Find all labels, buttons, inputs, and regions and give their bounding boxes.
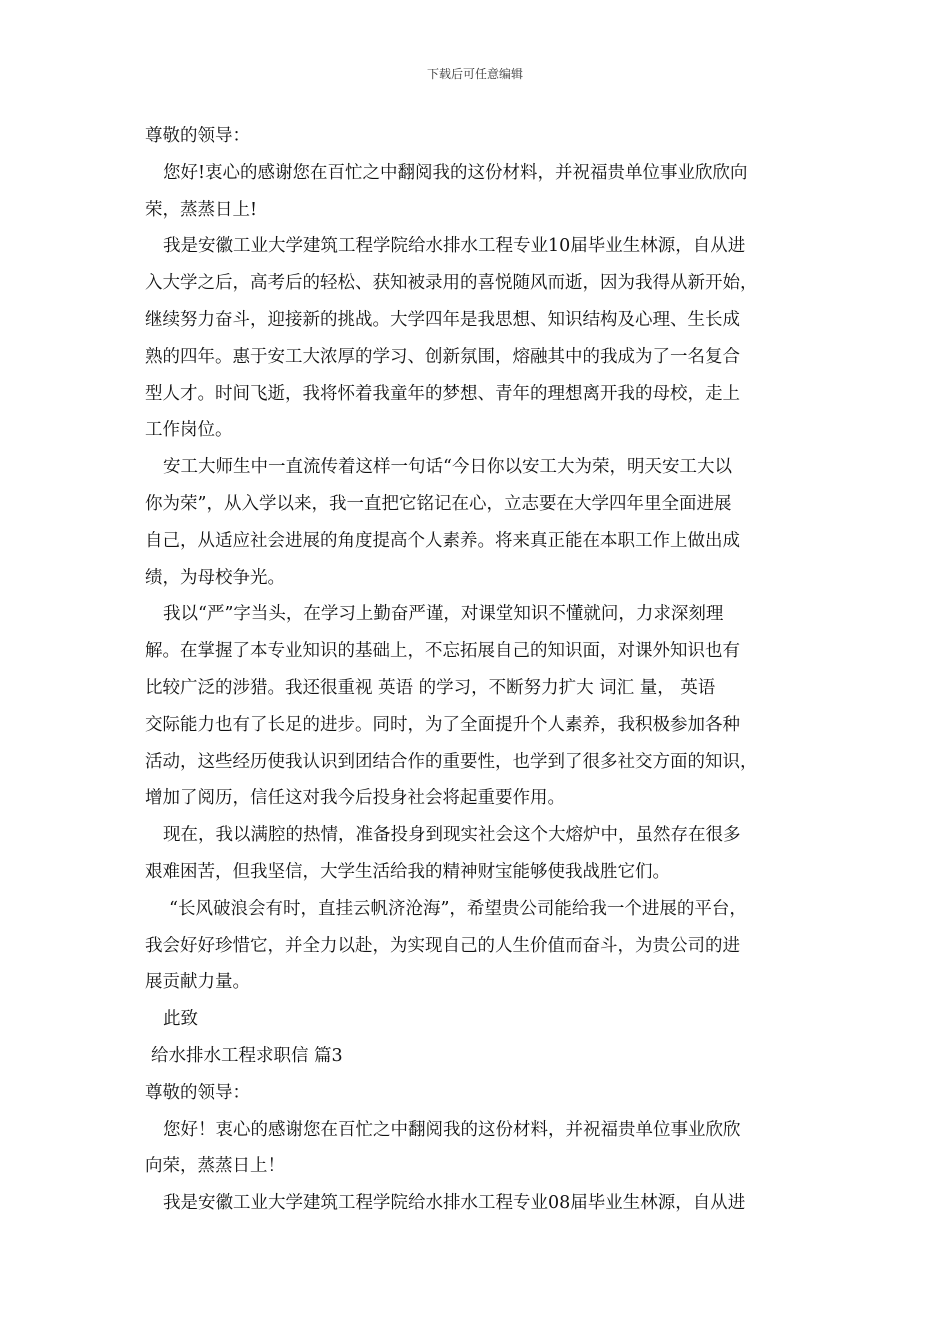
paragraph-line: 继续努力奋斗，迎接新的挑战。大学四年是我思想、知识结构及心理、生长成 (145, 309, 740, 330)
paragraph-line: 活动，这些经历使我认识到团结合作的重要性，也学到了很多社交方面的知识， (145, 751, 758, 772)
letter-body (145, 118, 820, 1222)
paragraph-line: 我以“严”字当头，在学习上勤奋严谨，对课堂知识不懂就问，力求深刻理 (163, 604, 724, 625)
paragraph-line: 荣，蒸蒸日上! (145, 199, 258, 220)
paragraph-line: 工作岗位。 (145, 420, 233, 441)
paragraph-line: 绩，为母校争光。 (145, 567, 285, 588)
paragraph-line: “长风破浪会有时，直挂云帆济沧海”，希望贵公司能给我一个进展的平台， (169, 898, 747, 919)
paragraph-line: 现在，我以满腔的热情，准备投身到现实社会这个大熔炉中，虽然存在很多 (163, 825, 741, 846)
paragraph-line: 向荣，蒸蒸日上！ (145, 1156, 285, 1177)
paragraph-line: 我会好好珍惜它，并全力以赴，为实现自己的人生价值而奋斗，为贵公司的进 (145, 935, 740, 956)
closing-line: 此致 (163, 1009, 198, 1030)
paragraph-line: 自己，从适应社会进展的角度提高个人素养。将来真正能在本职工作上做出成 (145, 530, 740, 551)
paragraph-line: 熟的四年。惠于安工大浓厚的学习、创新氛围，熔融其中的我成为了一名复合 (145, 346, 740, 367)
paragraph-line: 我是安徽工业大学建筑工程学院给水排水工程专业10届毕业生林源，自从进 (163, 236, 746, 257)
paragraph-line: 型人才。时间飞逝，我将怀着我童年的梦想、青年的理想离开我的母校，走上 (145, 383, 740, 404)
paragraph-line: 比较广泛的涉猎。我还很重视 英语 的学习，不断努力扩大 词汇 量， 英语 (145, 677, 716, 698)
paragraph-line: 您好！衷心的感谢您在百忙之中翻阅我的这份材料，并祝福贵单位事业欣欣 (163, 1119, 741, 1140)
paragraph-line: 入大学之后，高考后的轻松、获知被录用的喜悦随风而逝，因为我得从新开始， (145, 273, 758, 294)
paragraph-line: 艰难困苦，但我坚信，大学生活给我的精神财宝能够使我战胜它们。 (145, 861, 670, 882)
page-header: 下载后可任意编辑 (426, 67, 523, 81)
paragraph-line: 安工大师生中一直流传着这样一句话“今日你以安工大为荣，明天安工大以 (163, 457, 732, 478)
paragraph-line: 您好!衷心的感谢您在百忙之中翻阅我的这份材料，并祝福贵单位事业欣欣向 (163, 162, 748, 183)
salutation: 尊敬的领导： (145, 1082, 250, 1103)
paragraph-line: 增加了阅历，信任这对我今后投身社会将起重要作用。 (145, 788, 565, 809)
salutation: 尊敬的领导： (145, 126, 250, 146)
paragraph-line: 解。在掌握了本专业知识的基础上，不忘拓展自己的知识面，对课外知识也有 (145, 641, 740, 662)
paragraph-line: 你为荣”，从入学以来，我一直把它铭记在心，立志要在大学四年里全面进展 (145, 493, 732, 514)
paragraph-line: 我是安徽工业大学建筑工程学院给水排水工程专业08届毕业生林源，自从进 (163, 1193, 746, 1214)
paragraph-line: 交际能力也有了长足的进步。同时，为了全面提升个人素养，我积极参加各种 (145, 714, 740, 735)
paragraph-line: 展贡献力量。 (145, 972, 250, 993)
section-title: 给水排水工程求职信 篇3 (151, 1045, 343, 1066)
